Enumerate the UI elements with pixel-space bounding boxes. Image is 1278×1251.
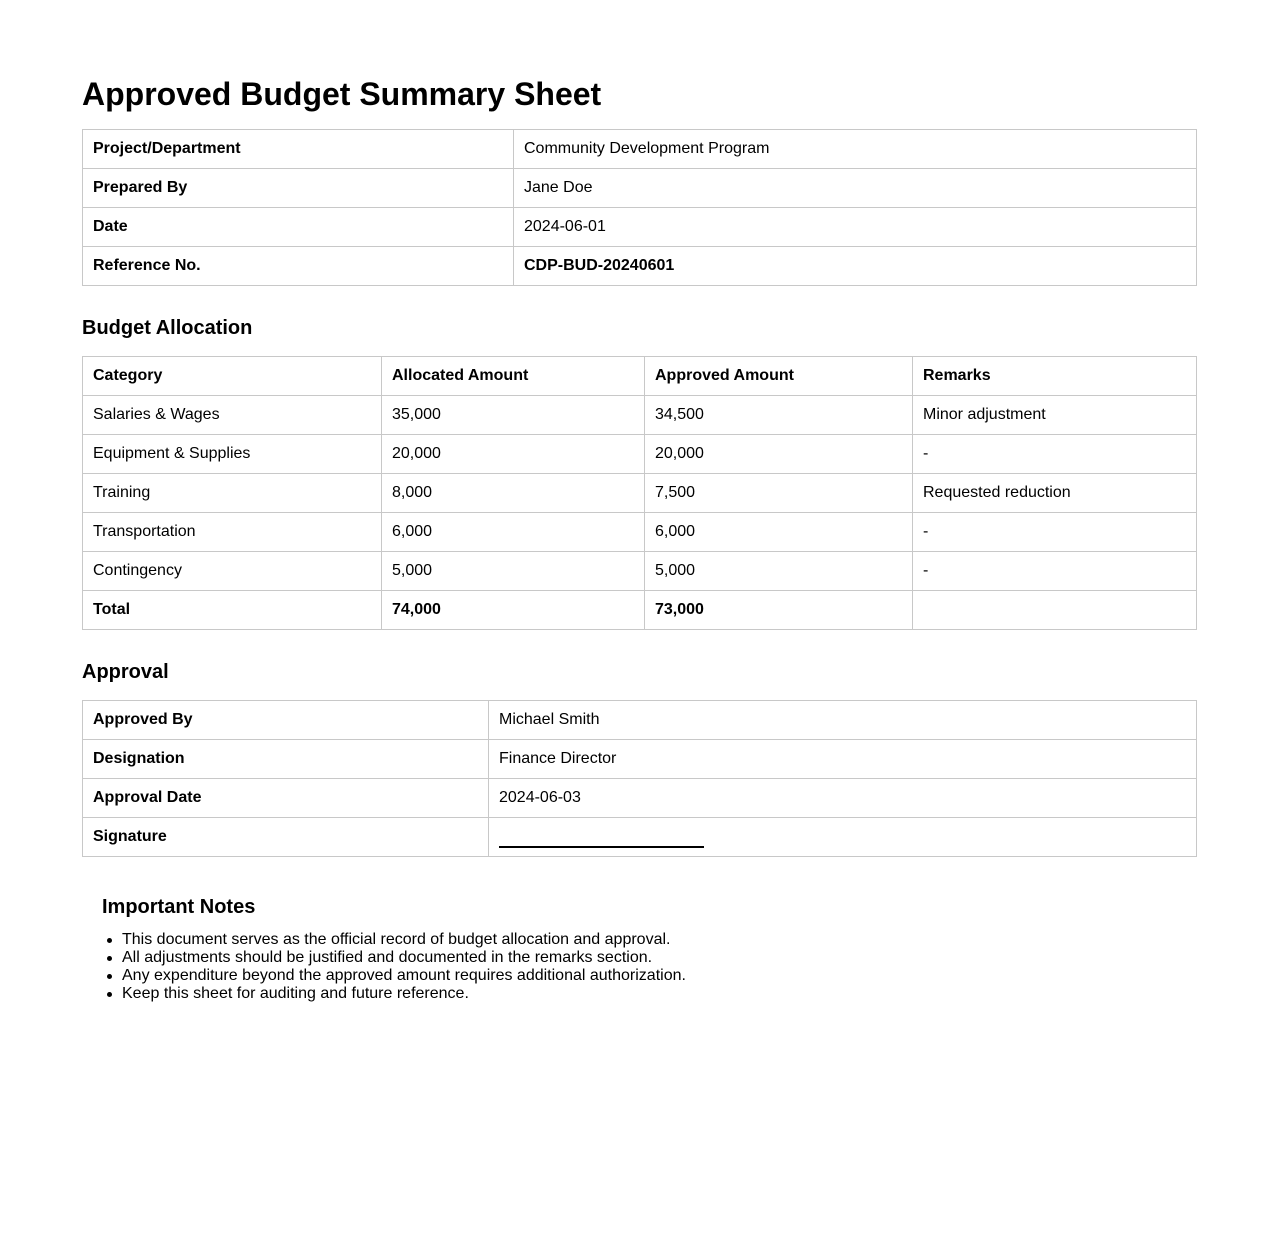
approval-date-value: 2024-06-03 [489,779,1197,818]
remarks-cell: - [913,513,1197,552]
total-approved: 73,000 [645,591,913,630]
approved-cell: 34,500 [645,396,913,435]
list-item: All adjustments should be justified and documented in the remarks section. [122,949,1002,967]
category-cell: Equipment & Supplies [83,435,382,474]
approval-row [83,740,1197,779]
table-row [83,552,1197,591]
remarks-cell: Requested reduction [913,474,1197,513]
budget-allocation-table [82,356,1197,630]
info-row [83,130,1197,169]
total-allocated: 74,000 [382,591,645,630]
approved-cell: 5,000 [645,552,913,591]
info-row [83,247,1197,286]
column-header-category: Category [83,357,382,396]
category-cell: Contingency [83,552,382,591]
approved-cell: 7,500 [645,474,913,513]
column-header-allocated: Allocated Amount [382,357,645,396]
important-notes [102,895,1002,1003]
approval-row [83,779,1197,818]
category-cell: Training [83,474,382,513]
allocated-cell: 6,000 [382,513,645,552]
remarks-cell: Minor adjustment [913,396,1197,435]
remarks-cell: - [913,435,1197,474]
column-header-approved: Approved Amount [645,357,913,396]
info-value: Jane Doe [514,169,1197,208]
designation-value: Finance Director [489,740,1197,779]
project-info-table [82,129,1197,286]
info-label: Prepared By [83,169,514,208]
page-title: Approved Budget Summary Sheet [82,76,602,112]
column-header-remarks: Remarks [913,357,1197,396]
approval-table [82,700,1197,857]
info-label: Date [83,208,514,247]
remarks-cell: - [913,552,1197,591]
table-row [83,396,1197,435]
approval-row [83,701,1197,740]
notes-list [102,931,1002,1003]
notes-heading: Important Notes [102,896,256,918]
approved-by-value: Michael Smith [489,701,1197,740]
info-row [83,208,1197,247]
total-label: Total [83,591,382,630]
table-header-row [83,357,1197,396]
list-item: Any expenditure beyond the approved amount requires additional authorization. [122,967,1002,985]
approval-label: Approved By [83,701,489,740]
signature-label: Signature [83,818,489,857]
approval-heading: Approval [82,661,169,683]
signature-cell [489,818,1197,857]
total-row [83,591,1197,630]
list-item: This document serves as the official record of budget allocation and approval. [122,931,1002,949]
info-value: 2024-06-01 [514,208,1197,247]
table-row [83,435,1197,474]
approved-cell: 20,000 [645,435,913,474]
approval-label: Designation [83,740,489,779]
table-row [83,474,1197,513]
category-cell: Transportation [83,513,382,552]
info-row [83,169,1197,208]
list-item: Keep this sheet for auditing and future reference. [122,985,1002,1003]
category-cell: Salaries & Wages [83,396,382,435]
approval-row [83,818,1197,857]
total-remarks [913,591,1197,630]
allocated-cell: 8,000 [382,474,645,513]
allocated-cell: 20,000 [382,435,645,474]
approval-label: Approval Date [83,779,489,818]
approved-cell: 6,000 [645,513,913,552]
allocated-cell: 35,000 [382,396,645,435]
signature-line [499,834,704,848]
allocated-cell: 5,000 [382,552,645,591]
reference-number: CDP-BUD-20240601 [514,247,1197,286]
table-row [83,513,1197,552]
info-label: Project/Department [83,130,514,169]
budget-allocation-heading: Budget Allocation [82,317,253,339]
info-label: Reference No. [83,247,514,286]
info-value: Community Development Program [514,130,1197,169]
